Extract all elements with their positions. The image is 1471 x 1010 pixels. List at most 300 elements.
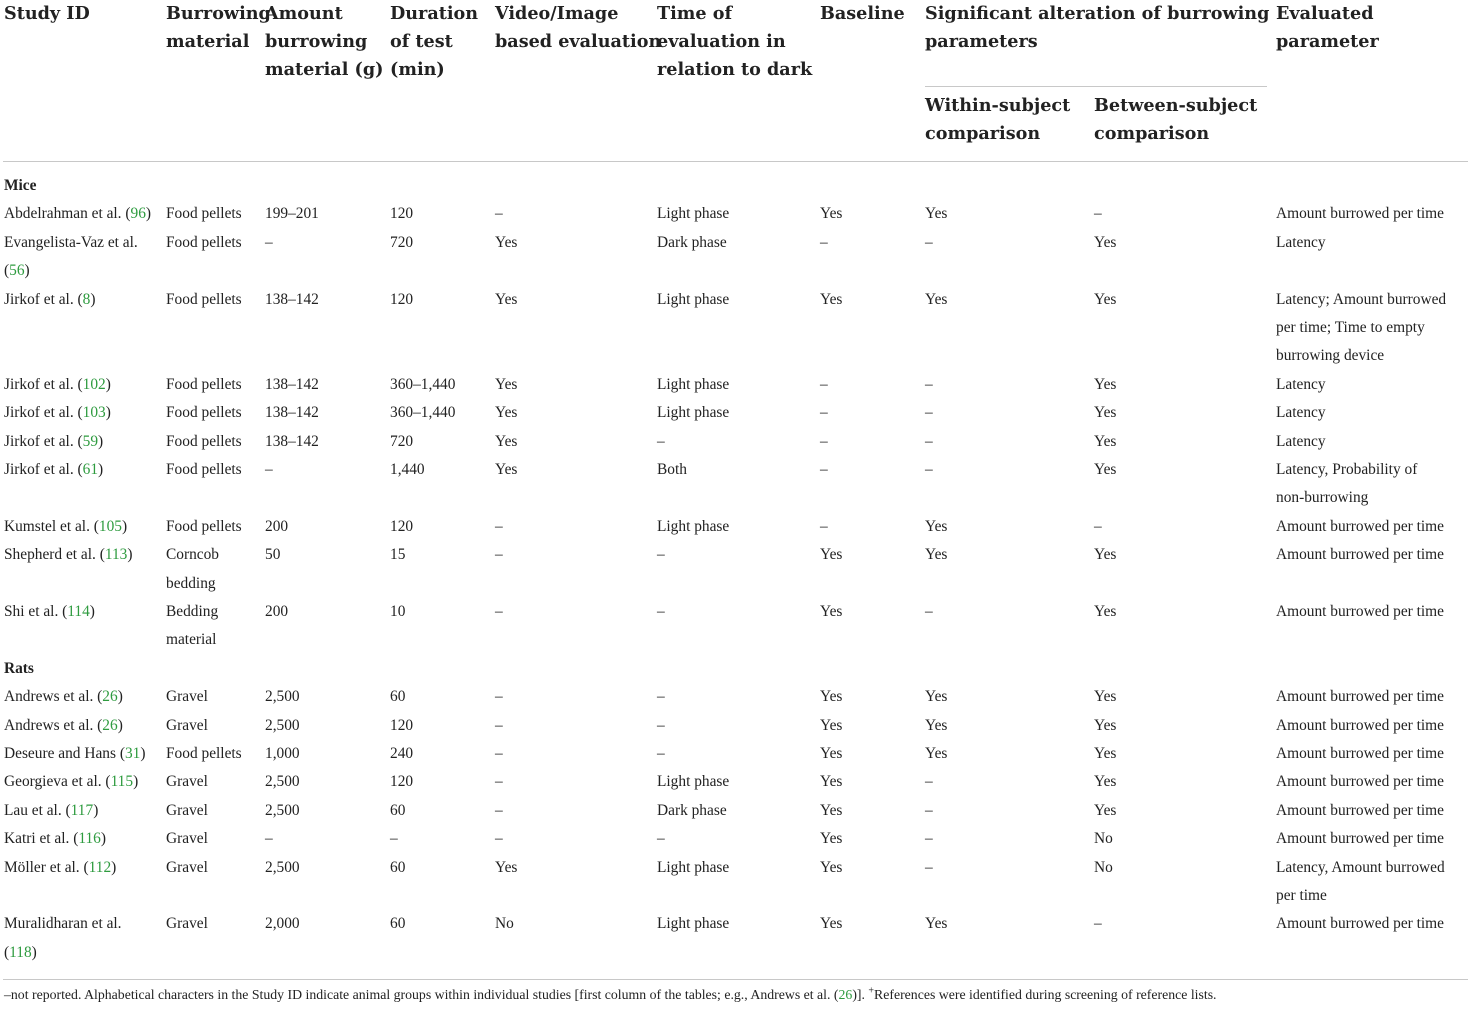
study-text: Lau et al. ( xyxy=(4,801,71,819)
study-id-cell xyxy=(4,712,123,740)
evaluated-parameter-cell xyxy=(1276,854,1445,911)
study-id-cell xyxy=(4,428,103,456)
evaluated-parameter-cell xyxy=(1276,286,1446,371)
reference-link[interactable]: 103 xyxy=(82,404,106,422)
cell-line: parameters xyxy=(925,31,1038,52)
between-cell: Yes xyxy=(1094,233,1117,251)
time-cell: – xyxy=(657,546,665,564)
study-text: Georgieva et al. ( xyxy=(4,773,111,791)
amount-cell: 50 xyxy=(265,546,281,564)
header-between xyxy=(1094,92,1257,148)
header-time-eval xyxy=(657,0,812,84)
within-cell: Yes xyxy=(925,205,948,223)
time-cell: Light phase xyxy=(657,205,730,223)
study-text: Shi et al. ( xyxy=(4,603,68,620)
cell-line: Food pellets xyxy=(166,461,242,478)
study-text: ( xyxy=(4,943,10,961)
cell-line: Amount xyxy=(265,3,343,24)
header-video xyxy=(495,0,661,56)
amount-cell: 2,500 xyxy=(265,801,300,819)
baseline-cell: – xyxy=(820,233,828,251)
duration-cell: 15 xyxy=(390,546,406,564)
reference-link[interactable]: 59 xyxy=(82,432,99,450)
study-text: ) xyxy=(117,716,123,734)
header-study-id xyxy=(4,0,90,28)
amount-cell: 2,500 xyxy=(265,773,300,791)
material-cell xyxy=(166,683,208,711)
between-cell: Yes xyxy=(1094,461,1117,478)
study-text: Evangelista-Vaz et al. xyxy=(4,233,138,251)
study-id-cell xyxy=(4,910,122,967)
amount-cell: 138–142 xyxy=(265,290,319,308)
within-cell: Yes xyxy=(925,915,948,933)
header-baseline xyxy=(820,0,905,28)
study-id-cell xyxy=(4,598,95,626)
baseline-cell: Yes xyxy=(820,801,843,819)
cell-line: Food pellets xyxy=(166,517,242,535)
time-cell: Light phase xyxy=(657,375,730,393)
evaluated-parameter-cell xyxy=(1276,229,1326,257)
between-cell: Yes xyxy=(1094,773,1117,791)
cell-line: per time; Time to empty xyxy=(1276,319,1425,336)
study-text: ) xyxy=(105,404,111,422)
cell-line: material xyxy=(166,631,217,649)
baseline-cell: – xyxy=(820,375,828,393)
cell-line: Gravel xyxy=(166,688,208,706)
between-cell: Yes xyxy=(1094,603,1117,620)
study-text: Katri et al. ( xyxy=(4,830,79,848)
material-cell xyxy=(166,456,242,484)
baseline-cell: Yes xyxy=(820,688,843,706)
cell-line: Latency xyxy=(1276,233,1326,251)
evaluated-parameter-cell xyxy=(1276,712,1444,740)
video-cell: – xyxy=(495,688,503,706)
study-id-cell xyxy=(4,229,138,286)
reference-link[interactable]: 8 xyxy=(82,290,91,308)
baseline-cell: Yes xyxy=(820,745,843,762)
evaluated-parameter-cell xyxy=(1276,797,1444,825)
duration-cell: 360–1,440 xyxy=(390,375,456,393)
time-cell: Light phase xyxy=(657,404,730,422)
baseline-cell: Yes xyxy=(820,716,843,734)
evaluated-parameter-cell xyxy=(1276,456,1417,513)
study-text: ) xyxy=(24,262,30,280)
duration-cell: 60 xyxy=(390,915,406,933)
within-cell: – xyxy=(925,233,933,251)
baseline-cell: – xyxy=(820,432,828,450)
reference-link[interactable]: 115 xyxy=(110,773,134,791)
time-cell: – xyxy=(657,745,665,762)
evaluated-parameter-cell xyxy=(1276,200,1444,228)
study-text: ) xyxy=(100,830,107,848)
amount-cell: 1,000 xyxy=(265,745,300,762)
header-within xyxy=(925,92,1070,148)
cell-line: Gravel xyxy=(166,773,208,791)
header-material xyxy=(166,0,271,56)
between-cell: – xyxy=(1094,205,1102,223)
cell-line: Gravel xyxy=(166,801,208,819)
study-text: Möller et al. ( xyxy=(4,858,89,876)
superscript-marker: + xyxy=(868,985,875,997)
reference-link[interactable]: 31 xyxy=(124,745,141,762)
time-cell: Both xyxy=(657,461,687,478)
reference-link[interactable]: 26 xyxy=(102,688,118,706)
study-text: Andrews et al. ( xyxy=(4,688,103,706)
material-cell xyxy=(166,371,242,399)
study-id-cell xyxy=(4,768,138,796)
reference-link[interactable]: 61 xyxy=(82,461,99,478)
time-cell: – xyxy=(657,603,665,620)
study-text: ) xyxy=(89,603,95,620)
time-cell: Light phase xyxy=(657,915,730,933)
evaluated-parameter-cell xyxy=(1276,825,1444,853)
time-cell: Light phase xyxy=(657,773,730,791)
cell-line: Between-subject xyxy=(1094,95,1258,116)
cell-line: based evaluation xyxy=(495,31,662,52)
cell-line: Evaluated parameter xyxy=(1276,3,1379,52)
duration-cell: 120 xyxy=(390,773,414,791)
within-cell: – xyxy=(925,432,933,450)
cell-line: Amount burrowed per time xyxy=(1276,716,1444,734)
evaluated-parameter-cell xyxy=(1276,428,1326,456)
material-cell xyxy=(166,200,242,228)
study-text: ) xyxy=(121,517,128,535)
video-cell: – xyxy=(495,773,503,791)
video-cell: Yes xyxy=(495,233,518,251)
video-cell: – xyxy=(495,603,503,620)
material-cell xyxy=(166,428,242,456)
study-text: Jirkof et al. ( xyxy=(4,404,83,422)
cell-line: Gravel xyxy=(166,858,208,876)
duration-cell: 120 xyxy=(390,517,414,535)
video-cell: Yes xyxy=(495,858,518,876)
cell-line: Study ID xyxy=(4,3,90,24)
study-text: ) xyxy=(90,290,96,308)
reference-link[interactable]: 116 xyxy=(78,830,101,848)
reference-link[interactable]: 26 xyxy=(838,987,853,1002)
cell-line: Amount burrowed per time xyxy=(1276,688,1444,706)
between-cell: No xyxy=(1094,830,1113,848)
header-subrule xyxy=(925,86,1267,87)
cell-line: Bedding xyxy=(166,603,219,620)
cell-line: Food pellets xyxy=(166,233,242,251)
material-cell xyxy=(166,598,218,655)
within-cell: Yes xyxy=(925,517,948,535)
study-text: ) xyxy=(98,432,104,450)
study-text: ) xyxy=(105,375,111,393)
study-id-cell xyxy=(4,371,111,399)
duration-cell: 60 xyxy=(390,801,406,819)
amount-cell: 2,000 xyxy=(265,915,300,933)
video-cell: Yes xyxy=(495,290,518,308)
header-duration xyxy=(390,0,478,84)
material-cell xyxy=(166,740,242,768)
cell-line: Food pellets xyxy=(166,290,242,308)
material-cell xyxy=(166,513,242,541)
duration-cell: 120 xyxy=(390,205,414,223)
cell-line: Within-subject xyxy=(925,95,1071,116)
cell-line: material xyxy=(166,31,250,52)
amount-cell: 200 xyxy=(265,603,289,620)
within-cell: – xyxy=(925,375,933,393)
reference-link[interactable]: 112 xyxy=(88,858,112,876)
time-cell: – xyxy=(657,688,665,706)
time-cell: – xyxy=(657,432,665,450)
evaluated-parameter-cell xyxy=(1276,768,1444,796)
study-id-cell xyxy=(4,854,116,882)
study-text: ) xyxy=(31,943,37,961)
cell-line: Latency xyxy=(1276,404,1326,422)
study-id-cell xyxy=(4,825,106,853)
duration-cell: 720 xyxy=(390,233,414,251)
cell-line: Burrowing xyxy=(166,3,271,24)
between-cell: No xyxy=(1094,858,1113,876)
video-cell: – xyxy=(495,745,503,762)
amount-cell: 138–142 xyxy=(265,375,319,393)
duration-cell: 1,440 xyxy=(390,461,425,478)
duration-cell: 360–1,440 xyxy=(390,404,456,422)
study-id-cell xyxy=(4,541,133,569)
baseline-cell: – xyxy=(820,517,828,535)
study-text: Deseure and Hans ( xyxy=(4,745,125,762)
evaluated-parameter-cell xyxy=(1276,399,1326,427)
within-cell: – xyxy=(925,773,933,791)
baseline-cell: Yes xyxy=(820,290,843,308)
evaluated-parameter-cell xyxy=(1276,541,1444,569)
within-cell: – xyxy=(925,858,933,876)
cell-line: Duration xyxy=(390,3,479,24)
study-text: Jirkof et al. ( xyxy=(4,461,83,478)
study-text: Jirkof et al. ( xyxy=(4,375,83,393)
material-cell xyxy=(166,910,208,938)
reference-link[interactable]: 26 xyxy=(102,716,118,734)
amount-cell: – xyxy=(265,233,273,251)
group-label-mice: Mice xyxy=(4,177,37,194)
cell-line: burrowing xyxy=(265,31,368,52)
baseline-cell: Yes xyxy=(820,858,843,876)
reference-link[interactable]: 96 xyxy=(130,205,146,223)
reference-link[interactable]: 117 xyxy=(70,801,94,819)
amount-cell: – xyxy=(265,461,273,478)
study-id-cell xyxy=(4,513,127,541)
study-text: ) xyxy=(117,688,123,706)
amount-cell: 2,500 xyxy=(265,858,300,876)
study-text: Jirkof et al. ( xyxy=(4,432,83,450)
header-amount xyxy=(265,0,383,84)
cell-line: Gravel xyxy=(166,915,208,933)
material-cell xyxy=(166,825,208,853)
study-text: Jirkof et al. ( xyxy=(4,290,83,308)
header-significant xyxy=(925,0,1269,56)
cell-line: Corncob xyxy=(166,546,220,564)
video-cell: Yes xyxy=(495,461,518,478)
cell-line: Latency, Amount burrowed xyxy=(1276,858,1445,876)
cell-line: Food pellets xyxy=(166,205,242,223)
cell-line: Amount burrowed per time xyxy=(1276,745,1444,762)
material-cell xyxy=(166,854,208,882)
duration-cell: 60 xyxy=(390,688,406,706)
duration-cell: 120 xyxy=(390,290,414,308)
amount-cell: 200 xyxy=(265,517,289,535)
baseline-cell: Yes xyxy=(820,915,843,933)
group-label-rats: Rats xyxy=(4,659,34,677)
cell-line: burrowing device xyxy=(1276,347,1385,365)
reference-link[interactable]: 56 xyxy=(9,262,25,280)
cell-line: Amount burrowed per time xyxy=(1276,915,1444,933)
study-text: Abdelrahman et al. ( xyxy=(4,205,131,223)
cell-line: of test xyxy=(390,31,453,52)
video-cell: – xyxy=(495,716,503,734)
amount-cell: 2,500 xyxy=(265,688,300,706)
duration-cell: 10 xyxy=(390,603,406,620)
study-text: ) xyxy=(98,461,104,478)
within-cell: Yes xyxy=(925,745,948,762)
table-footnote xyxy=(4,985,1217,1005)
within-cell: – xyxy=(925,830,933,848)
cell-line: Video/Image xyxy=(495,3,619,24)
baseline-cell: Yes xyxy=(820,603,843,620)
study-id-cell xyxy=(4,456,103,484)
amount-cell: 199–201 xyxy=(265,205,319,223)
study-text: Andrews et al. ( xyxy=(4,716,103,734)
cell-line: Amount burrowed per time xyxy=(1276,205,1444,223)
reference-link[interactable]: 113 xyxy=(104,546,128,564)
cell-line: Food pellets xyxy=(166,404,242,422)
material-cell xyxy=(166,768,208,796)
time-cell: Light phase xyxy=(657,290,730,308)
material-cell xyxy=(166,797,208,825)
within-cell: – xyxy=(925,603,933,620)
baseline-cell: Yes xyxy=(820,773,843,791)
study-id-cell xyxy=(4,200,151,228)
between-cell: Yes xyxy=(1094,546,1117,564)
between-cell: Yes xyxy=(1094,745,1117,762)
evaluated-parameter-cell xyxy=(1276,371,1326,399)
cell-line: relation to dark xyxy=(657,59,813,80)
time-cell: Dark phase xyxy=(657,801,727,819)
study-text: ) xyxy=(133,773,139,791)
table-bottom-rule xyxy=(3,979,1468,980)
study-text: ( xyxy=(4,262,10,280)
study-text: ) xyxy=(140,745,146,762)
video-cell: Yes xyxy=(495,432,518,450)
material-cell xyxy=(166,541,219,598)
between-cell: – xyxy=(1094,517,1102,535)
between-cell: Yes xyxy=(1094,801,1117,819)
footnote-text: –not reported. Alphabetical characters in the Study ID indicate animal groups within individual studies [first column of the tables; e.g., Andrews et al. ( xyxy=(4,987,839,1002)
evaluated-parameter-cell xyxy=(1276,598,1444,626)
between-cell: Yes xyxy=(1094,375,1117,393)
between-cell: Yes xyxy=(1094,432,1117,450)
study-text: Muralidharan et al. xyxy=(4,915,122,933)
within-cell: – xyxy=(925,404,933,422)
footnote-text: )]. xyxy=(852,987,869,1002)
study-id-cell xyxy=(4,286,95,314)
evaluated-parameter-cell xyxy=(1276,910,1444,938)
study-text: ) xyxy=(145,205,152,223)
cell-line: Latency, Probability of xyxy=(1276,461,1418,478)
amount-cell: 138–142 xyxy=(265,432,319,450)
header-bottom-rule xyxy=(3,161,1468,162)
video-cell: No xyxy=(495,915,514,933)
cell-line: material (g) xyxy=(265,59,384,80)
within-cell: Yes xyxy=(925,546,948,564)
study-text: Shepherd et al. ( xyxy=(4,546,105,564)
study-text: ) xyxy=(93,801,99,819)
within-cell: – xyxy=(925,461,933,478)
cell-line: Food pellets xyxy=(166,745,242,762)
cell-line: Latency xyxy=(1276,432,1326,450)
cell-line: Time of xyxy=(657,3,733,24)
study-text: ) xyxy=(111,858,117,876)
reference-link[interactable]: 118 xyxy=(9,943,32,961)
video-cell: – xyxy=(495,830,503,848)
time-cell: Light phase xyxy=(657,517,730,535)
cell-line: comparison xyxy=(925,123,1041,144)
between-cell: Yes xyxy=(1094,290,1117,308)
cell-line: Amount burrowed per time xyxy=(1276,603,1444,620)
duration-cell: 60 xyxy=(390,858,406,876)
cell-line: Amount burrowed per time xyxy=(1276,801,1444,819)
cell-line: Amount burrowed per time xyxy=(1276,830,1444,848)
study-id-cell xyxy=(4,740,145,768)
between-cell: Yes xyxy=(1094,716,1117,734)
cell-line: Amount burrowed per time xyxy=(1276,546,1444,564)
header-evaluated xyxy=(1276,0,1471,56)
within-cell: Yes xyxy=(925,688,948,706)
material-cell xyxy=(166,712,208,740)
reference-link[interactable]: 114 xyxy=(67,603,90,620)
baseline-cell: – xyxy=(820,404,828,422)
cell-line: comparison xyxy=(1094,123,1210,144)
cell-line: Amount burrowed per time xyxy=(1276,773,1444,791)
cell-line: bedding xyxy=(166,574,216,592)
duration-cell: 240 xyxy=(390,745,414,762)
baseline-cell: – xyxy=(820,461,828,478)
video-cell: – xyxy=(495,205,503,223)
within-cell: – xyxy=(925,801,933,819)
time-cell: – xyxy=(657,716,665,734)
evaluated-parameter-cell xyxy=(1276,683,1444,711)
reference-link[interactable]: 102 xyxy=(82,375,106,393)
cell-line: per time xyxy=(1276,887,1327,904)
video-cell: Yes xyxy=(495,375,518,393)
amount-cell: – xyxy=(265,830,273,848)
video-cell: – xyxy=(495,546,503,564)
between-cell: Yes xyxy=(1094,688,1117,706)
cell-line: Food pellets xyxy=(166,375,242,393)
cell-line: evaluation in xyxy=(657,31,786,52)
study-id-cell xyxy=(4,399,111,427)
amount-cell: 138–142 xyxy=(265,404,319,422)
material-cell xyxy=(166,286,242,314)
cell-line: non-burrowing xyxy=(1276,489,1369,507)
duration-cell: 720 xyxy=(390,432,414,450)
cell-line: Latency xyxy=(1276,375,1326,393)
time-cell: Light phase xyxy=(657,858,730,876)
cell-line: Amount burrowed per time xyxy=(1276,517,1444,535)
cell-line: Latency; Amount burrowed xyxy=(1276,290,1447,308)
cell-line: Significant alteration of burrowing xyxy=(925,3,1270,24)
within-cell: Yes xyxy=(925,716,948,734)
video-cell: – xyxy=(495,801,503,819)
reference-link[interactable]: 105 xyxy=(98,517,122,535)
video-cell: – xyxy=(495,517,503,535)
footnote-text: References were identified during screening of reference lists. xyxy=(874,987,1217,1002)
cell-line: Gravel xyxy=(166,716,208,734)
cell-line: Baseline xyxy=(820,3,905,24)
study-text: ) xyxy=(127,546,133,564)
